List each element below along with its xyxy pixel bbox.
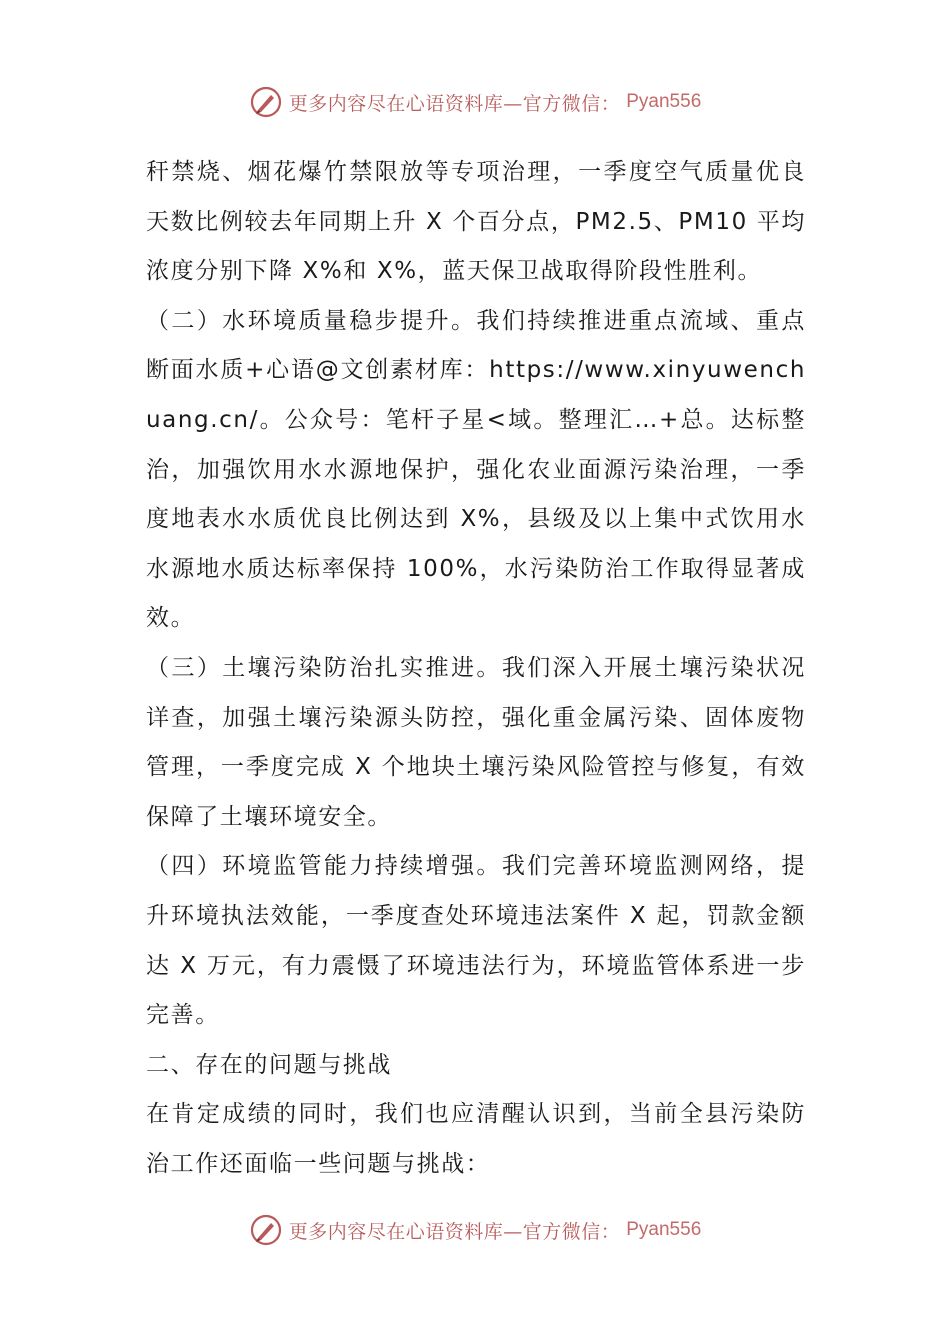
paragraph: （二）水环境质量稳步提升。我们持续推进重点流域、重点断面水质+心语@文创素材库：https://www.xinyuwenchuang.cn/。公众号：笔杆子星<域。整理汇…+总。达标整治，加强饮用水水源地保护，强化农业面源污染治理，一季度地表水水质优良比例达到 X%，县级及以上集中式饮用水水源地水质达标率保持 100%，水污染防治工作取得显著成效。 [146, 307, 806, 632]
pen-logo-icon [249, 1213, 283, 1247]
watermark-text: 更多内容尽在心语资料库—官方微信： [288, 1220, 621, 1243]
paragraph: （三）土壤污染防治扎实推进。我们深入开展土壤污染状况详查，加强土壤污染源头防控，强化重金属污染、固体废物管理，一季度完成 X 个地块土壤污染风险管控与修复，有效保障了土壤环境安全。 [146, 654, 806, 830]
watermark-text: 更多内容尽在心语资料库—官方微信： [288, 92, 621, 115]
pen-logo-icon [249, 85, 283, 119]
watermark-wechat-id: Pyan556 [626, 91, 702, 112]
section-heading: 二、存在的问题与挑战 [146, 1051, 392, 1078]
paragraph: 在肯定成绩的同时，我们也应清醒认识到，当前全县污染防治工作还面临一些问题与挑战： [146, 1101, 806, 1177]
paragraph: （四）环境监管能力持续增强。我们完善环境监测网络，提升环境执法效能，一季度查处环境违法案件 X 起，罚款金额达 X 万元，有力震慑了环境违法行为，环境监管体系进一步完善。 [146, 853, 806, 1029]
document-body [146, 148, 806, 1189]
footer-watermark [0, 1212, 950, 1248]
paragraph: 秆禁烧、烟花爆竹禁限放等专项治理，一季度空气质量优良天数比例较去年同期上升 X 个百分点，PM2.5、PM10 平均浓度分别下降 X%和 X%，蓝天保卫战取得阶段性胜利。 [146, 159, 806, 285]
header-watermark [0, 84, 950, 120]
watermark-wechat-id: Pyan556 [626, 1219, 702, 1240]
